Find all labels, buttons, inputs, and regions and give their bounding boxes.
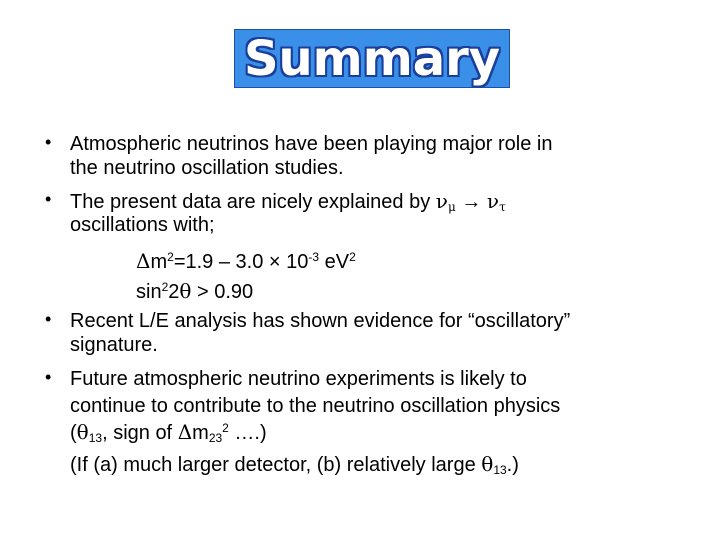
- mu-subscript: μ: [447, 200, 456, 214]
- m-sup: 2: [222, 421, 229, 435]
- bullet-3-line-2: signature.: [70, 334, 158, 356]
- squared-sup: 2: [167, 250, 174, 264]
- close-text: ….): [228, 422, 267, 444]
- delta-m-squared-line: [136, 249, 356, 274]
- nu-symbol: ν: [435, 189, 448, 213]
- sin-value: > 0.90: [191, 281, 254, 303]
- sin-sup: 2: [161, 280, 169, 294]
- slide-title: Summary: [243, 30, 501, 87]
- delta-symbol: Δ: [136, 249, 151, 273]
- arrow-symbol: →: [455, 191, 487, 213]
- bullet-4-line-3: [70, 420, 267, 445]
- bullet-4-line-4: [70, 452, 519, 477]
- dm-unit: eV: [319, 251, 350, 273]
- unit-sup: 2: [349, 250, 356, 264]
- bullet-1-line-1: Atmospheric neutrinos have been playing major role in: [70, 133, 553, 155]
- theta-symbol: θ: [481, 452, 494, 476]
- condition-text: (If (a) much larger detector, (b) relatively large: [70, 454, 482, 476]
- bullet-1-line-2: the neutrino oscillation studies.: [70, 157, 344, 179]
- m-subscript: 23: [208, 431, 223, 445]
- m-label: m: [192, 422, 209, 444]
- nu-symbol: ν: [486, 189, 500, 213]
- theta-symbol: θ: [179, 279, 192, 303]
- close-text: .): [506, 454, 519, 476]
- bullet-2-text: The present data are nicely explained by: [70, 191, 436, 213]
- bullet-4-line-2: continue to contribute to the neutrino oscillation physics: [70, 395, 561, 417]
- dm-value: =1.9 – 3.0 × 10: [173, 251, 309, 273]
- sign-text: , sign of: [102, 422, 178, 444]
- open-paren: (: [70, 422, 77, 444]
- bullet-marker: •: [45, 309, 52, 329]
- theta-subscript: 13: [493, 463, 507, 477]
- sin-label: sin: [136, 281, 162, 303]
- delta-symbol: Δ: [177, 420, 193, 444]
- exponent-sup: -3: [308, 250, 320, 264]
- bullet-2-line-1: [70, 189, 506, 214]
- theta-subscript: 13: [88, 431, 103, 445]
- theta-symbol: θ: [76, 420, 89, 444]
- bullet-4-line-1: Future atmospheric neutrino experiments is likely to: [70, 368, 527, 390]
- m-label: m: [150, 251, 168, 273]
- tau-subscript: τ: [499, 200, 506, 214]
- bullet-3-line-1: Recent L/E analysis has shown evidence for “oscillatory”: [70, 310, 571, 332]
- sin-squared-line: [136, 279, 253, 304]
- bullet-marker: •: [45, 132, 52, 152]
- bullet-2-line-2: oscillations with;: [70, 214, 215, 236]
- bullet-marker: •: [45, 189, 52, 209]
- bullet-marker: •: [45, 367, 52, 387]
- sin-two: 2: [168, 281, 180, 303]
